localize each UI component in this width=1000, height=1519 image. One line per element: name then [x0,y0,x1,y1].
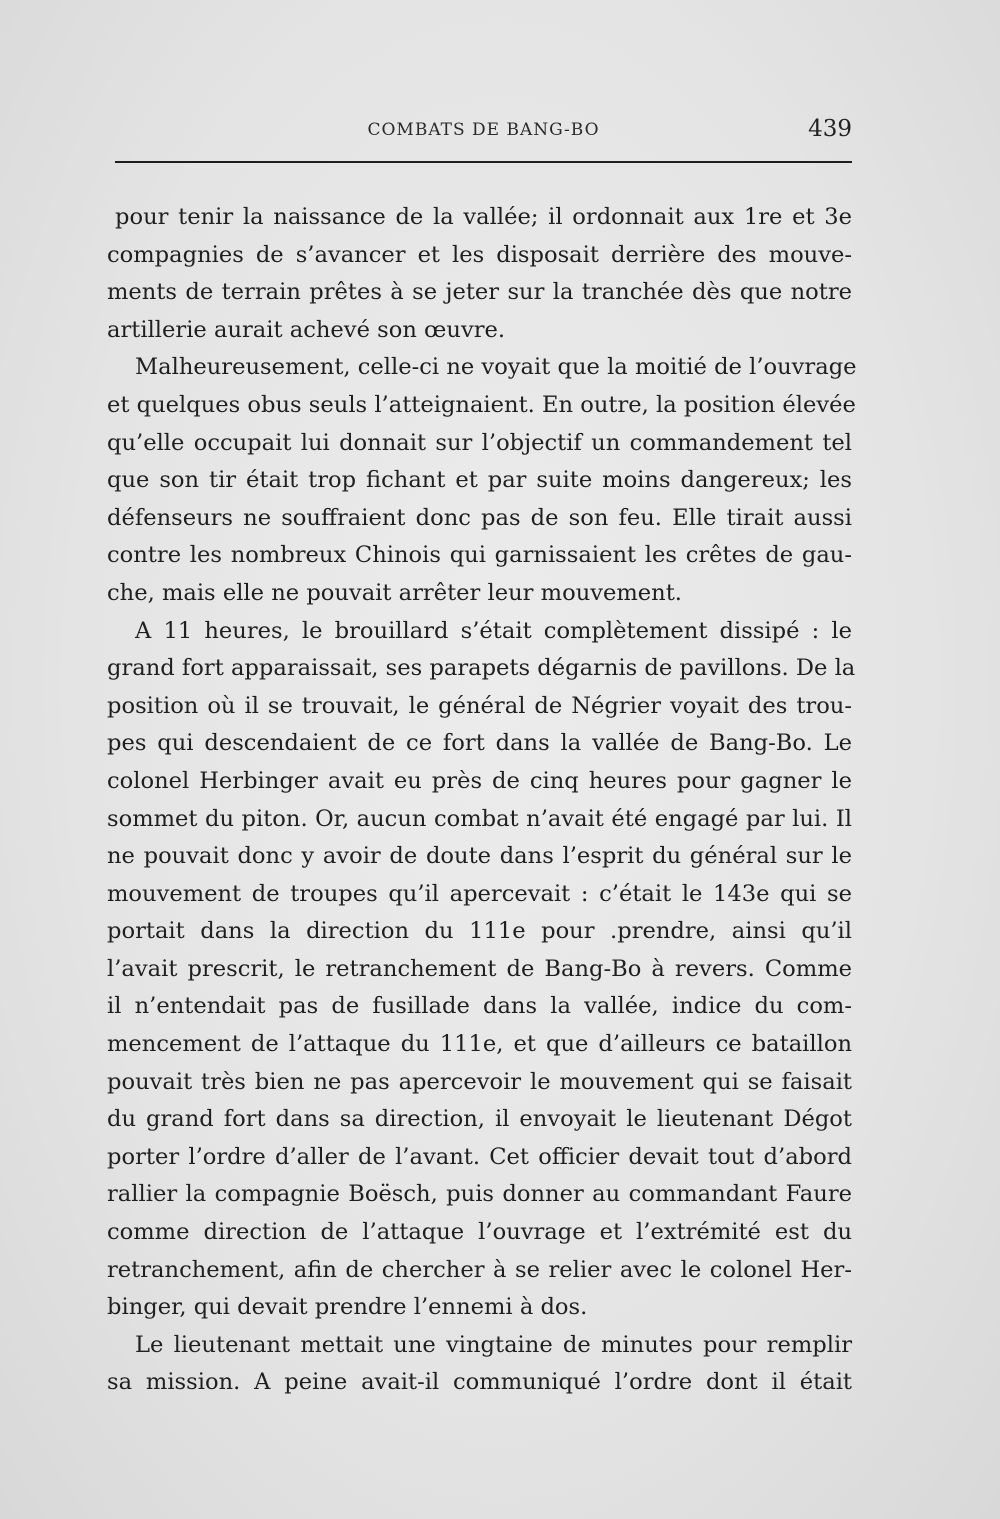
text-line: artillerie aurait achevé son œuvre. [107,316,506,343]
text-line: du grand fort dans sa direction, il envoyait le lieutenant Dégot [107,1106,852,1133]
text-line: défenseurs ne souffraient donc pas de son feu. Elle tirait aussi [107,504,852,531]
text-line: que son tir était trop fichant et par suite moins dangereux; les [107,467,852,494]
text-line: qu’elle occupait lui donnait sur l’objectif un commandement tel [107,429,852,456]
text-line: sommet du piton. Or, aucun combat n’avait été engagé par lui. Il [107,805,852,832]
text-line: portait dans la direction du 111e pour .prendre, ainsi qu’il [107,918,852,945]
text-line: retranchement, afin de chercher à se relier avec le colonel Her- [107,1256,852,1283]
text-line: Malheureusement, celle-ci ne voyait que la moitié de l’ouvrage [135,354,857,381]
text-line: position où il se trouvait, le général de Négrier voyait des trou- [107,692,852,719]
text-line: Le lieutenant mettait une vingtaine de minutes pour remplir [135,1331,852,1358]
running-head [115,116,852,146]
text-line: mouvement de troupes qu’il apercevait : c’était le 143e qui se [107,880,852,907]
text-line: ne pouvait donc y avoir de doute dans l’esprit du général sur le [107,843,852,870]
text-line: et quelques obus seuls l’atteignaient. En outre, la position élevée [107,391,856,418]
running-title: COMBATS DE BANG-BO [367,120,600,140]
text-line: ments de terrain prêtes à se jeter sur la tranchée dès que notre [107,279,852,306]
text-line: A 11 heures, le brouillard s’était complètement dissipé : le [135,617,852,644]
text-line: comme direction de l’attaque l’ouvrage et l’extrémité est du [107,1219,852,1246]
text-line: che, mais elle ne pouvait arrêter leur mouvement. [107,579,682,606]
text-line: rallier la compagnie Boësch, puis donner au commandant Faure [107,1181,852,1208]
text-line: pes qui descendaient de ce fort dans la vallée de Bang-Bo. Le [107,730,852,757]
text-line: mencement de l’attaque du 111e, et que d’ailleurs ce bataillon [107,1031,852,1058]
text-line: colonel Herbinger avait eu près de cinq heures pour gagner le [107,767,852,794]
text-line: grand fort apparaissait, ses parapets dégarnis de pavillons. De la [107,655,856,682]
text-line: sa mission. A peine avait-il communiqué l’ordre dont il était [107,1369,852,1396]
text-line: l’avait prescrit, le retranchement de Bang-Bo à revers. Comme [107,955,852,982]
text-line: il n’entendait pas de fusillade dans la vallée, indice du com- [107,993,852,1020]
body-text [107,199,857,1402]
text-line: porter l’ordre d’aller de l’avant. Cet officier devait tout d’abord [107,1143,852,1170]
header-rule [115,161,852,163]
text-line: pour tenir la naissance de la vallée; il ordonnait aux 1re et 3e [115,204,852,230]
page-number: 439 [808,116,852,142]
text-line: compagnies de s’avancer et les disposait derrière des mouve- [107,241,852,268]
text-line: binger, qui devait prendre l’ennemi à dos. [107,1294,588,1321]
text-line: pouvait très bien ne pas apercevoir le mouvement qui se faisait [107,1068,852,1095]
text-line: contre les nombreux Chinois qui garnissaient les crêtes de gau- [107,542,852,569]
